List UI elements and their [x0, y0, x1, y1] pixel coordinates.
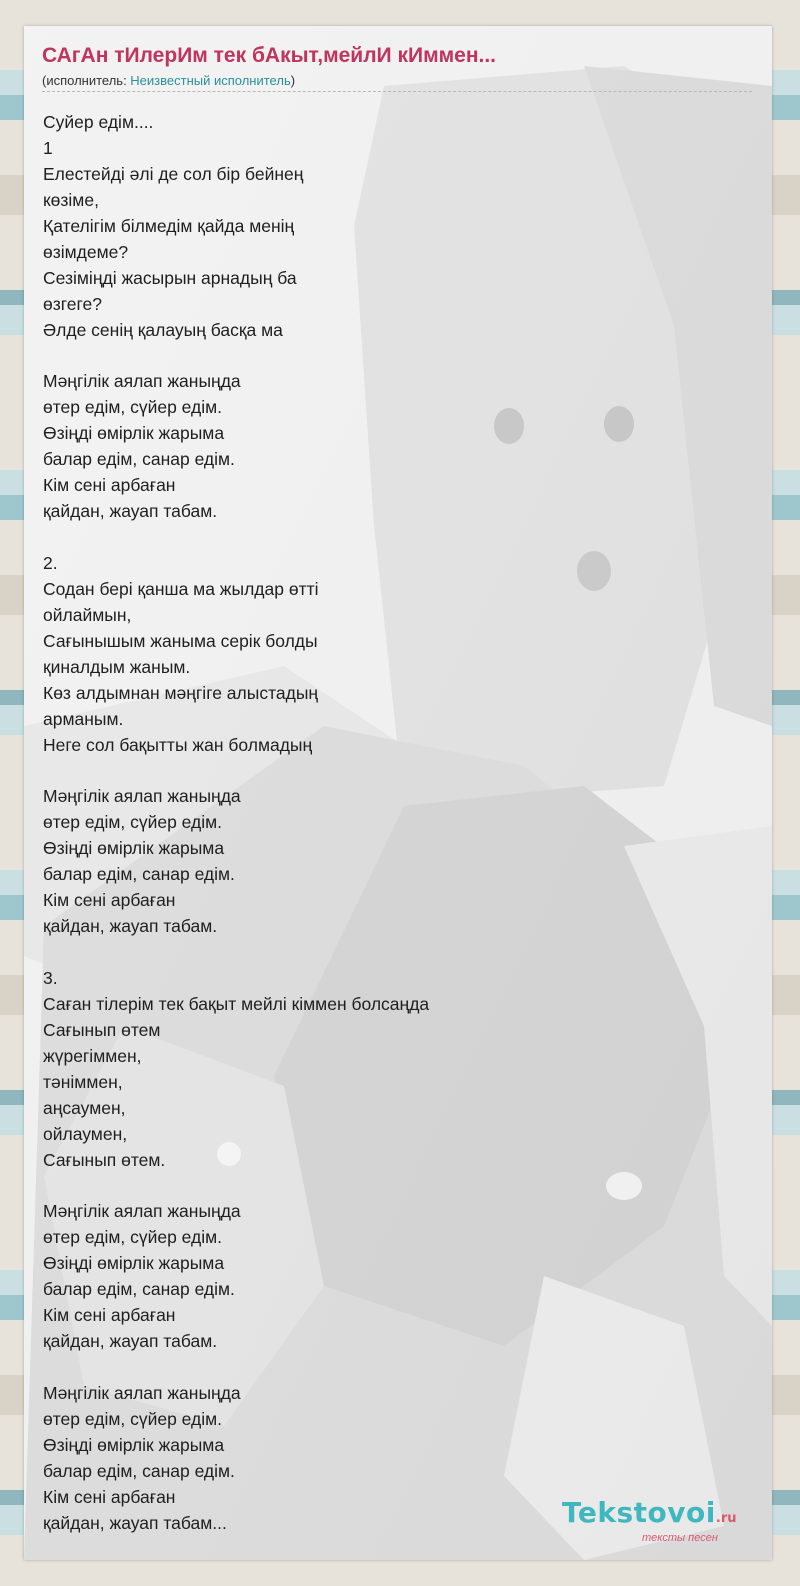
lyric-blank-line [43, 1355, 643, 1381]
lyric-line: Сағынышым жаныма серік болды [43, 630, 318, 651]
lyric-line: қиналдым жаным. [43, 656, 191, 677]
lyric-line: қайдан, жауап табам. [43, 501, 218, 522]
lyric-line: өтер едім, сүйер едім. [43, 1408, 223, 1429]
lyric-line: Саған тілерім тек бақыт мейлі кіммен болсаңда [43, 993, 430, 1014]
lyric-line: 3. [43, 967, 58, 988]
artist-link[interactable]: Неизвестный исполнитель [130, 73, 291, 88]
lyric-line: қайдан, жауап табам... [43, 1512, 227, 1533]
lyric-line: өтер едім, сүйер едім. [43, 1227, 223, 1248]
lyric-line: балар едім, санар едім. [43, 449, 235, 470]
lyric-line: Өзіңді өмірлік жарыма [43, 1434, 225, 1455]
lyric-line: көзіме, [43, 189, 99, 210]
lyric-line: Әлде сенің қалауың басқа ма [43, 319, 283, 340]
lyric-blank-line [43, 525, 643, 551]
lyric-line: Сағынып өтем. [43, 1149, 166, 1170]
lyric-line: қайдан, жауап табам. [43, 1331, 218, 1352]
lyric-line: Елестейді әлі де сол бір бейнең [43, 163, 304, 184]
lyric-line: ойлаумен, [43, 1123, 128, 1144]
lyric-line: тәніммен, [43, 1071, 123, 1092]
lyrics-card [24, 26, 772, 1560]
artist-prefix: (исполнитель: [42, 73, 131, 88]
lyric-line: жүрегіммен, [43, 1045, 142, 1066]
lyric-line: Кім сені арбаған [43, 1305, 176, 1326]
lyric-line: Қателігім білмедім қайда менің [43, 215, 295, 236]
lyric-line: 2. [43, 552, 58, 573]
lyric-line: балар едім, санар едім. [43, 1460, 235, 1481]
lyric-line: ойлаймын, [43, 604, 132, 625]
lyric-line: балар едім, санар едім. [43, 864, 235, 885]
lyric-line: Мәңгілік аялап жаныңда [43, 371, 241, 392]
artist-line [42, 72, 752, 89]
lyric-line: қайдан, жауап табам. [43, 916, 218, 937]
logo-name: Tekstovoi [562, 1496, 716, 1529]
lyric-line: Сезіміңді жасырын арнадың ба [43, 267, 297, 288]
song-title: САгАн тИлерИм тек бАкыт,мейлИ кИммен... [42, 44, 497, 67]
lyric-line: аңсаумен, [43, 1097, 126, 1118]
lyric-line: Мәңгілік аялап жаныңда [43, 786, 241, 807]
lyric-line: Неге сол бақытты жан болмадың [43, 734, 313, 755]
lyric-blank-line [43, 343, 643, 369]
lyric-line: арманым. [43, 708, 124, 729]
lyric-line: Өзіңді өмірлік жарыма [43, 423, 225, 444]
lyric-line: Суйер едім.... [43, 112, 154, 132]
lyric-line: Кім сені арбаған [43, 475, 176, 496]
lyric-line: Көз алдымнан мәңгіге алыстадың [43, 682, 319, 703]
lyric-line: Кім сені арбаған [43, 1486, 176, 1507]
lyric-line: Мәңгілік аялап жаныңда [43, 1382, 241, 1403]
lyric-line: Мәңгілік аялап жаныңда [43, 1201, 241, 1222]
lyric-line: Өзіңді өмірлік жарыма [43, 838, 225, 859]
lyric-line: Сағынып өтем [43, 1019, 161, 1040]
lyric-line: 1 [43, 137, 53, 158]
header-divider [42, 91, 752, 92]
lyric-blank-line [43, 1173, 643, 1199]
lyric-line: Содан бері қанша ма жылдар өтті [43, 578, 319, 599]
site-logo[interactable] [562, 1496, 767, 1556]
lyric-line: Кім сені арбаған [43, 890, 176, 911]
logo-tagline: тексты песен [642, 1532, 718, 1544]
lyric-line: балар едім, санар едім. [43, 1279, 235, 1300]
logo-wordmark [562, 1496, 736, 1529]
artist-suffix: ) [290, 73, 296, 88]
lyric-line: өтер едім, сүйер едім. [43, 397, 223, 418]
lyric-line: өтер едім, сүйер едім. [43, 812, 223, 833]
logo-tld: .ru [715, 1511, 737, 1526]
lyric-blank-line [43, 940, 643, 966]
lyric-blank-line [43, 758, 643, 784]
lyric-line: өзгеге? [43, 293, 102, 314]
song-header [42, 42, 752, 92]
lyric-line: Өзіңді өмірлік жарыма [43, 1253, 225, 1274]
lyric-line: өзімдеме? [43, 241, 129, 262]
lyrics-text [43, 110, 643, 1537]
